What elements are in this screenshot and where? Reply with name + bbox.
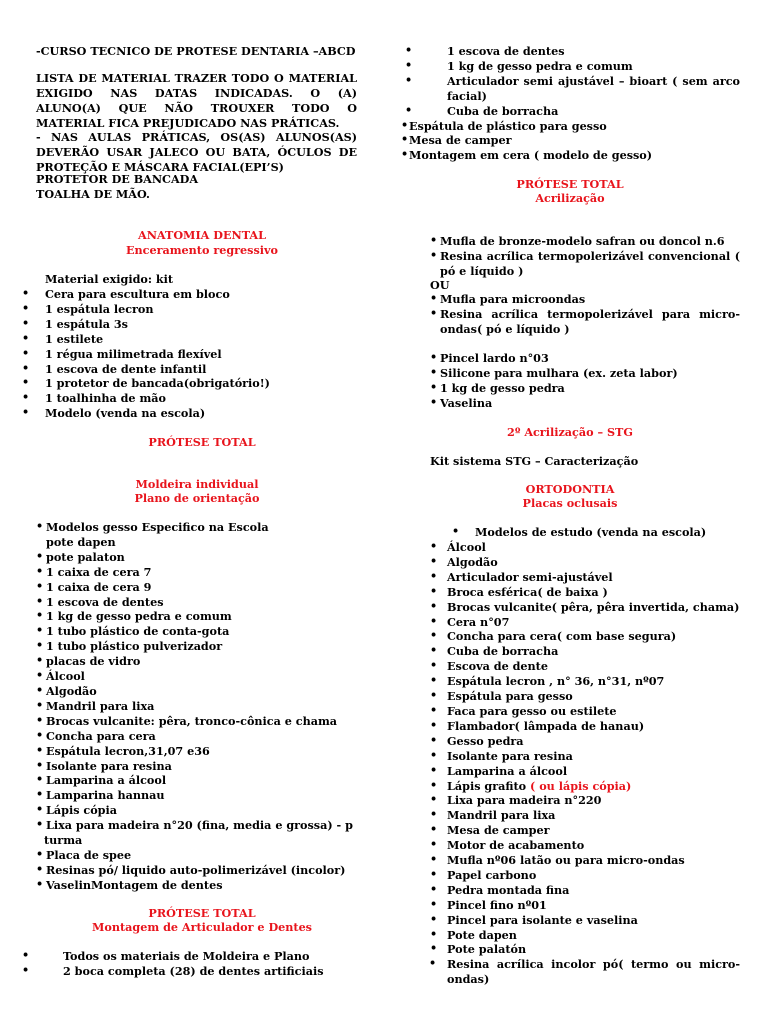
list-item [430, 942, 740, 957]
bullet: • [36, 728, 44, 742]
bullet: • [430, 306, 438, 320]
list-item-label: 1 kg de gesso pedra e comum [447, 58, 633, 73]
bullet: • [430, 689, 438, 703]
extra-item-protetor: PROTETOR DE BANCADA [36, 172, 199, 186]
bullet: • [36, 654, 44, 668]
list-item [405, 103, 740, 119]
list-item [430, 584, 740, 600]
bullet: • [22, 949, 30, 962]
list-item-label: Lápis cópia [46, 803, 117, 818]
bullet: • [430, 351, 438, 364]
list-item [430, 912, 740, 928]
list-item-label: Lixa para madeira n°20 (fina, media e grossa) - p [46, 818, 353, 833]
list-item-label: Lamparina a álcool [447, 763, 568, 778]
list-item [430, 733, 740, 749]
list-item [36, 654, 384, 669]
stg-text: Kit sistema STG – Caracterização [430, 454, 639, 468]
list-item [22, 316, 384, 332]
bullet: • [401, 148, 409, 162]
list-item-label: 1 escova de dente infantil [45, 361, 207, 376]
orto-subtitle: Placas oclusais [522, 496, 618, 510]
list-item [36, 744, 384, 759]
list-item [22, 406, 384, 421]
list-item-label: 1 toalhinha de mão [45, 391, 166, 406]
list-item-label: Pedra montada fina [447, 882, 570, 897]
list-item [401, 148, 740, 163]
bullet: • [430, 234, 438, 247]
orto-list [429, 540, 740, 987]
list-item [36, 535, 384, 550]
list-item [36, 699, 384, 714]
list-item-label: Mufla para microondas [440, 292, 586, 306]
list-item [430, 249, 740, 279]
bullet: • [430, 629, 438, 643]
bullet: • [430, 644, 438, 658]
list-item-label: 1 caixa de cera 7 [46, 564, 152, 579]
list-item [430, 351, 740, 366]
list-item [401, 119, 740, 134]
acril-list-c [430, 351, 740, 411]
list-item-label: Broca esférica( de baixa ) [447, 584, 608, 599]
list-item-label: Algodão [447, 554, 498, 569]
list-item-label: Lixa para madeira n°220 [447, 793, 602, 808]
list-item [36, 684, 384, 699]
intro-paragraph: LISTA DE MATERIAL TRAZER TODO O MATERIAL EXIGIDO NAS DATAS INDICADAS. O (A) ALUNO(A) QUE NÃO TROUXER TODO O MATERIAL FICA PREJUDICADO NAS PRÁTICAS. [36, 71, 357, 130]
notice-paragraph: - NAS AULAS PRÁTICAS, OS(AS) ALUNOS(AS) DEVERÃO USAR JALECO OU BATA, ÓCULOS DE PROTEÇÃO E MÁSCARA FACIAL(EPI’S) [36, 130, 357, 174]
list-item-label: Mesa de camper [409, 133, 512, 148]
list-item [36, 550, 384, 565]
bullet: • [36, 847, 44, 861]
acril-list-b [430, 292, 740, 337]
anatomia-subtitle: Enceramento regressivo [125, 243, 278, 257]
bullet: • [430, 763, 438, 777]
list-item-label: Pote palatón [447, 942, 527, 957]
protese1-subtitle-2: Plano de orientação [134, 491, 260, 505]
list-item-label: Álcool [46, 669, 85, 684]
list-item-label: Cera n°07 [447, 614, 510, 629]
list-item [430, 867, 740, 883]
list-item [36, 759, 384, 774]
bullet: • [36, 758, 44, 772]
bullet: • [430, 808, 438, 822]
list-item-note: ( ou lápis cópia) [530, 778, 632, 793]
list-item [36, 595, 384, 610]
list-item-label: Pincel lardo n°03 [440, 351, 549, 365]
list-item-label: Cera para escultura em bloco [45, 287, 230, 301]
bullet: • [430, 599, 438, 613]
bullet: • [36, 564, 44, 578]
list-item [22, 391, 384, 406]
bullet: • [430, 380, 438, 394]
list-item [430, 823, 740, 838]
bullet: • [430, 614, 438, 628]
list-item [36, 833, 384, 848]
bullet: • [430, 897, 438, 911]
bullet: • [401, 118, 409, 132]
bullet: • [22, 331, 30, 345]
stg-title: 2º Acrilização – STG [507, 425, 633, 439]
list-item [22, 376, 384, 391]
bullet: • [430, 718, 438, 732]
list-item-label: Articulador semi ajustável – bioart ( sem arco facial) [447, 73, 740, 103]
list-item-label: Gesso pedra [447, 733, 524, 748]
bullet: • [430, 793, 438, 807]
bullet: • [430, 823, 438, 837]
list-item [405, 58, 740, 74]
list-item [430, 703, 740, 719]
list-item [36, 580, 384, 595]
list-item-label: Álcool [447, 540, 486, 554]
list-item-label: Isolante para resina [447, 748, 573, 763]
list-item [430, 897, 740, 913]
bullet: • [36, 862, 44, 876]
list-item-label: Flambador( lâmpada de hanau) [447, 718, 645, 733]
list-item [430, 234, 740, 249]
list-item [430, 793, 740, 808]
list-item [401, 133, 740, 148]
list-item-label: Cuba de borracha [447, 644, 559, 659]
bullet: • [430, 554, 438, 568]
articulador-list [401, 44, 740, 163]
list-item [430, 554, 740, 570]
list-item [22, 361, 384, 377]
list-item [430, 853, 740, 868]
list-item [430, 927, 740, 943]
bullet: • [36, 877, 44, 891]
list-item-label: Resina acrílica termopolerizável para micro-ondas( pó e líquido ) [440, 306, 740, 336]
bullet: • [430, 912, 438, 926]
list-item-label: Silicone para mulhara (ex. zeta labor) [440, 365, 678, 380]
list-item [36, 520, 384, 535]
list-item [430, 748, 740, 764]
list-item-label: Papel carbono [447, 867, 537, 882]
bullet: • [36, 698, 44, 712]
list-item [430, 540, 740, 555]
list-item [405, 73, 740, 104]
list-item-label: Escova de dente [447, 659, 548, 674]
list-item-label: Brocas vulcanite: pêra, tronco-cônica e chama [46, 713, 338, 728]
bullet: • [401, 133, 409, 147]
list-item [22, 346, 384, 362]
course-title: -CURSO TECNICO DE PROTESE DENTARIA –ABCD [36, 44, 356, 58]
bullet: • [430, 703, 438, 717]
protese1-title: PRÓTESE TOTAL [148, 435, 256, 449]
list-item-label: Placa de spee [46, 847, 132, 862]
list-item-label: 1 kg de gesso pedra [440, 380, 565, 395]
bullet: • [22, 361, 30, 375]
protese2-title: PRÓTESE TOTAL [148, 906, 256, 920]
bullet: • [430, 867, 438, 881]
list-item [430, 307, 740, 337]
list-item [430, 838, 740, 853]
bullet: • [36, 579, 44, 593]
bullet: • [22, 391, 30, 405]
bullet: • [22, 376, 30, 390]
bullet: • [36, 713, 44, 727]
list-item [22, 963, 384, 979]
bullet: • [36, 803, 44, 817]
list-item [430, 644, 740, 659]
list-item [430, 674, 740, 689]
bullet: • [405, 44, 413, 57]
bullet: • [430, 778, 438, 792]
bullet: • [430, 248, 438, 262]
bullet: • [430, 584, 438, 598]
list-item-label: Espátula lecron , n° 36, n°31, nº07 [447, 674, 665, 689]
anatomia-title: ANATOMIA DENTAL [138, 228, 266, 242]
list-item [430, 808, 740, 823]
kit-label: Material exigido: kit [45, 272, 174, 286]
bullet: • [22, 406, 30, 420]
list-item-label: Modelo (venda na escola) [45, 406, 206, 421]
list-item-label: Algodão [46, 683, 97, 698]
list-item-label: Modelos gesso Especifico na Escola [46, 520, 269, 534]
list-item-label: 1 kg de gesso pedra e comum [46, 609, 232, 624]
list-item [430, 882, 740, 898]
list-item-label: pote dapen [46, 534, 116, 549]
list-item [36, 639, 384, 654]
bullet: • [36, 773, 44, 787]
list-item [36, 788, 384, 803]
bullet: • [22, 963, 30, 977]
bullet: • [36, 639, 44, 653]
bullet: • [405, 103, 413, 117]
list-item-label: 1 espátula 3s [45, 316, 128, 331]
protese2-subtitle: Montagem de Articulador e Dentes [92, 920, 312, 934]
list-item-label: Brocas vulcanite( pêra, pêra invertida, chama) [447, 599, 740, 614]
list-item [430, 614, 740, 630]
list-item [430, 396, 740, 411]
list-item [36, 609, 384, 624]
bullet: • [430, 395, 438, 409]
list-item-label: turma [44, 833, 83, 848]
list-item [22, 949, 384, 964]
list-item-label: 1 caixa de cera 9 [46, 579, 152, 594]
orto-title: ORTODONTIA [525, 482, 615, 496]
bullet: • [36, 520, 44, 533]
acril-subtitle: Acrilização [535, 191, 605, 205]
list-item-label: Lápis grafito [447, 778, 531, 793]
protese1-list [36, 520, 384, 893]
list-item [430, 381, 740, 396]
bullet: • [429, 957, 437, 971]
bullet: • [430, 674, 438, 688]
list-item-label: Espátula de plástico para gesso [409, 118, 607, 133]
list-item-label: pote palaton [46, 549, 125, 564]
bullet: • [430, 748, 438, 762]
list-item-label: 1 tubo plástico de conta-gota [46, 624, 230, 639]
list-item [430, 763, 740, 779]
orto-first-item [452, 525, 768, 540]
list-item-label: Pincel fino nº01 [447, 897, 547, 912]
list-item [430, 292, 740, 307]
extra-item-toalha: TOALHA DE MÃO. [36, 187, 150, 201]
bullet: • [22, 301, 30, 315]
list-item-label: Isolante para resina [46, 758, 172, 773]
list-item-label: Resina acrílica incolor pó( termo ou micro-ondas) [447, 957, 740, 987]
list-item-label: Vaselina [440, 395, 493, 410]
list-item [430, 599, 740, 615]
protese2-list [22, 949, 384, 979]
list-item [36, 878, 384, 893]
bullet: • [36, 669, 44, 683]
acril-list-a [430, 234, 740, 279]
protese1-subtitle-1: Moldeira individual [135, 477, 259, 491]
bullet: • [36, 624, 44, 638]
list-item [419, 957, 740, 987]
acril-title: PRÓTESE TOTAL [516, 177, 624, 191]
list-item [430, 689, 740, 704]
list-item-label: Cuba de borracha [447, 103, 559, 118]
list-item [430, 778, 740, 794]
list-item-label: Espátula lecron,31,07 e36 [46, 743, 210, 758]
list-item [36, 773, 384, 788]
list-item [36, 863, 384, 878]
bullet: • [430, 733, 438, 747]
list-item-label: placas de vidro [46, 654, 141, 669]
bullet: • [22, 316, 30, 330]
list-item [36, 818, 384, 833]
list-item [36, 729, 384, 744]
list-item-label: Mufla de bronze-modelo safran ou doncol n.6 [440, 234, 725, 248]
bullet: • [36, 743, 44, 757]
list-item-label: Resinas pó/ liquido auto-polimerizável (incolor) [46, 862, 346, 877]
bullet: • [430, 927, 438, 941]
bullet: • [430, 292, 438, 305]
list-item-label: Mandril para lixa [447, 808, 556, 823]
bullet: • [430, 540, 438, 553]
bullet: • [430, 942, 438, 956]
bullet: • [430, 838, 438, 852]
bullet: • [430, 365, 438, 379]
bullet: • [430, 569, 438, 583]
or-label: OU [430, 278, 450, 292]
orto-first-item-label: Modelos de estudo (venda na escola) [475, 525, 707, 539]
bullet: • [22, 346, 30, 360]
list-item-label: Resina acrílica termopolerizável convencional ( pó e líquido ) [440, 248, 740, 278]
list-item-label: Concha para cera( com base segura) [447, 629, 677, 644]
list-item-label: 1 escova de dentes [447, 44, 565, 58]
list-item-label: Pincel para isolante e vaselina [447, 912, 638, 927]
anatomia-list [22, 287, 384, 421]
list-item-label: Mufla nº06 latão ou para micro-ondas [447, 853, 685, 868]
list-item [22, 301, 384, 317]
bullet: • [430, 853, 438, 867]
bullet: • [452, 525, 460, 538]
bullet: • [36, 683, 44, 697]
list-item [36, 565, 384, 580]
list-item [36, 803, 384, 818]
bullet: • [430, 882, 438, 896]
list-item [430, 569, 740, 585]
list-item-label: Pote dapen [447, 927, 517, 942]
list-item-label: 1 régua milimetrada flexível [45, 346, 222, 361]
list-item-label: Todos os materiais de Moldeira e Plano [63, 949, 310, 963]
bullet: • [36, 594, 44, 608]
list-item-label: Concha para cera [46, 728, 156, 743]
list-item [22, 287, 384, 302]
list-item [36, 624, 384, 639]
list-item [36, 714, 384, 729]
bullet: • [36, 549, 44, 563]
list-item-label: Mesa de camper [447, 823, 550, 838]
list-item-label: 2 boca completa (28) de dentes artificiais [63, 963, 324, 978]
bullet: • [36, 609, 44, 623]
list-item [405, 44, 740, 59]
list-item [36, 669, 384, 684]
list-item [430, 366, 740, 381]
bullet: • [405, 73, 413, 87]
list-item [430, 629, 740, 644]
list-item-label: Espátula para gesso [447, 689, 573, 704]
list-item-label: 1 estilete [45, 331, 104, 346]
list-item-label: 1 tubo plástico pulverizador [46, 639, 223, 654]
bullet: • [22, 287, 30, 300]
list-item-label: 1 espátula lecron [45, 301, 154, 316]
list-item [430, 659, 740, 674]
bullet: • [405, 58, 413, 72]
list-item-label: Lamparina a álcool [46, 773, 167, 788]
list-item-label: Montagem em cera ( modelo de gesso) [409, 148, 653, 163]
list-item-label: Lamparina hannau [46, 788, 165, 803]
bullet: • [36, 788, 44, 802]
bullet: • [430, 659, 438, 673]
list-item-label: Faca para gesso ou estilete [447, 703, 617, 718]
list-item-label: Articulador semi-ajustável [447, 569, 613, 584]
list-item-label: VaselinMontagem de dentes [46, 877, 223, 892]
list-item-label: 1 protetor de bancada(obrigatório!) [45, 376, 270, 391]
list-item [22, 331, 384, 347]
list-item-label: Mandril para lixa [46, 698, 155, 713]
list-item-label: 1 escova de dentes [46, 594, 164, 609]
bullet: • [36, 818, 44, 832]
list-item [430, 718, 740, 734]
list-item-label: Motor de acabamento [447, 838, 585, 853]
list-item [36, 848, 384, 863]
